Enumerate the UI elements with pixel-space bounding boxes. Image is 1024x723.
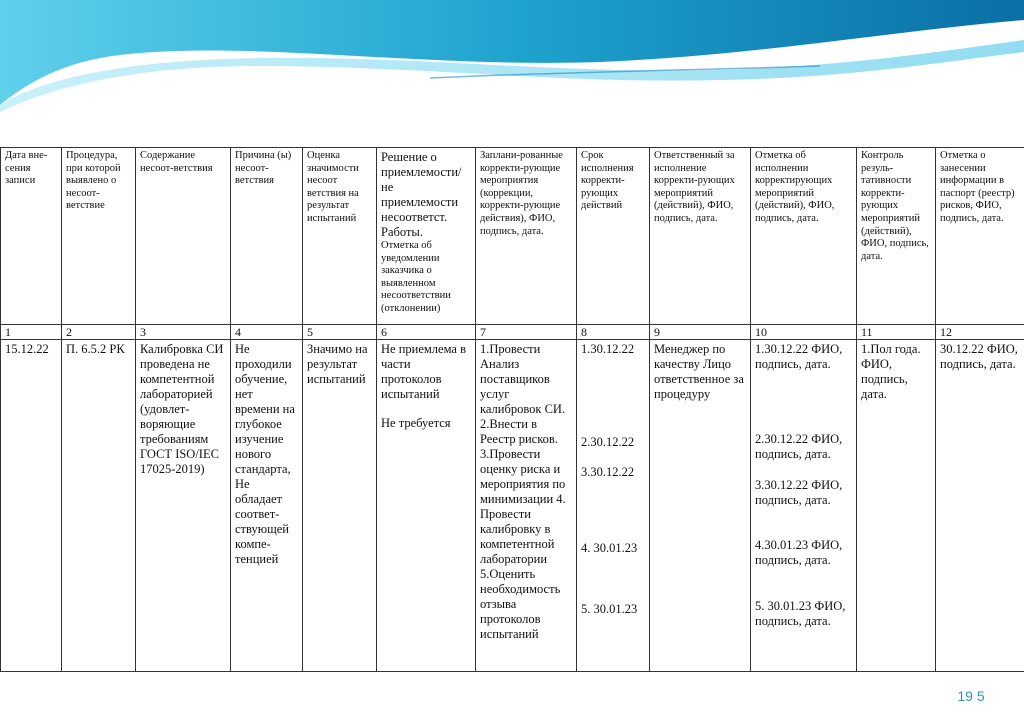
- column-number: 12: [936, 325, 1024, 340]
- cell-actions: 1.Провести Анализ поставщиков услуг калибровок СИ. 2.Внести в Реестр рисков. 3.Провести оценку риска и мероприятия по минимизации 4. Провести калибровку в компетентной лаборатории 5.Оценить необходимость отзыва протоколов испытаний: [476, 340, 577, 672]
- execution-4: 4.30.01.23 ФИО, подпись, дата.: [755, 538, 843, 568]
- decorative-wave-banner: [0, 0, 1024, 115]
- cell-execution: [751, 340, 857, 672]
- table-row: [1, 340, 1024, 672]
- header-cell: Контроль резуль-тативности корректи-рующих мероприятий (действий), ФИО, подпись, дата.: [857, 148, 936, 325]
- header-cell-decision-title: Решение о приемлемости/не приемлемости несоответст. Работы.: [381, 150, 462, 239]
- header-cell: Ответственный за исполнение корректи-рующих мероприятий (действий), ФИО, подпись, дата.: [650, 148, 751, 325]
- deadline-3: 3.30.12.22: [581, 465, 635, 480]
- header-cell-decision: [377, 148, 476, 325]
- header-cell-decision-note: Отметка об уведомлении заказчика о выявленном несоответствии (отклонении): [381, 240, 451, 314]
- cell-control: 1.Пол года. ФИО, подпись, дата.: [857, 340, 936, 672]
- column-number: 8: [577, 325, 650, 340]
- cell-cause: Не проходили обучение, нет времени на глубокое изучение нового стандарта, Не обладает соответ-ствующей компе-тенцией: [231, 340, 303, 672]
- decision-note: Не требуется: [381, 416, 451, 431]
- execution-2: 2.30.12.22 ФИО, подпись, дата.: [755, 432, 843, 462]
- header-cell: Содержание несоот-ветствия: [136, 148, 231, 325]
- header-cell: Процедура, при которой выявлено о несоот-ветствие: [62, 148, 136, 325]
- header-cell: Причина (ы) несоот-ветствия: [231, 148, 303, 325]
- column-number: 1: [1, 325, 62, 340]
- execution-3: 3.30.12.22 ФИО, подпись, дата.: [755, 478, 843, 508]
- column-number: 4: [231, 325, 303, 340]
- header-cell: Срок исполнения корректи-рующих действий: [577, 148, 650, 325]
- deadline-4: 4. 30.01.23: [581, 541, 638, 556]
- page-number: 19 5: [957, 688, 985, 704]
- header-cell: Оценка значимости несоот ветствия на результат испытаний: [303, 148, 377, 325]
- header-row: [1, 148, 1024, 325]
- deadline-2: 2.30.12.22: [581, 435, 635, 450]
- cell-responsible: Менеджер по качеству Лицо ответственное за процедуру: [650, 340, 751, 672]
- column-number: 5: [303, 325, 377, 340]
- column-number: 11: [857, 325, 936, 340]
- header-cell: Отметка о занесении информации в паспорт (реестр) рисков, ФИО, подпись, дата.: [936, 148, 1024, 325]
- nonconformity-register-table: [0, 147, 1024, 672]
- column-number: 2: [62, 325, 136, 340]
- deadline-1: 1.30.12.22: [581, 342, 635, 357]
- cell-registry: 30.12.22 ФИО, подпись, дата.: [936, 340, 1024, 672]
- header-cell: Дата вне-сения записи: [1, 148, 62, 325]
- cell-significance: Значимо на результат испытаний: [303, 340, 377, 672]
- cell-procedure: П. 6.5.2 РК: [62, 340, 136, 672]
- cell-date: 15.12.22: [1, 340, 62, 672]
- column-number: 3: [136, 325, 231, 340]
- column-number: 10: [751, 325, 857, 340]
- header-cell: Отметка об исполнении корректирующих мероприятий (действий), ФИО, подпись, дата.: [751, 148, 857, 325]
- column-number: 7: [476, 325, 577, 340]
- decision-text: Не приемлема в части протоколов испытаний: [381, 342, 466, 402]
- cell-deadlines: [577, 340, 650, 672]
- column-number-row: [1, 325, 1024, 340]
- execution-1: 1.30.12.22 ФИО, подпись, дата.: [755, 342, 843, 372]
- header-cell: Заплани-рованные корректи-рующие мероприятия (коррекции, корректи-рующие действия), ФИО, подпись, дата.: [476, 148, 577, 325]
- deadline-5: 5. 30.01.23: [581, 602, 638, 617]
- column-number: 9: [650, 325, 751, 340]
- cell-content: Калибровка СИ проведена не компетентной лабораторией (удовлет-воряющие требованиям ГОСТ ISO/IEC 17025-2019): [136, 340, 231, 672]
- cell-decision: [377, 340, 476, 672]
- column-number: 6: [377, 325, 476, 340]
- execution-5: 5. 30.01.23 ФИО, подпись, дата.: [755, 599, 846, 629]
